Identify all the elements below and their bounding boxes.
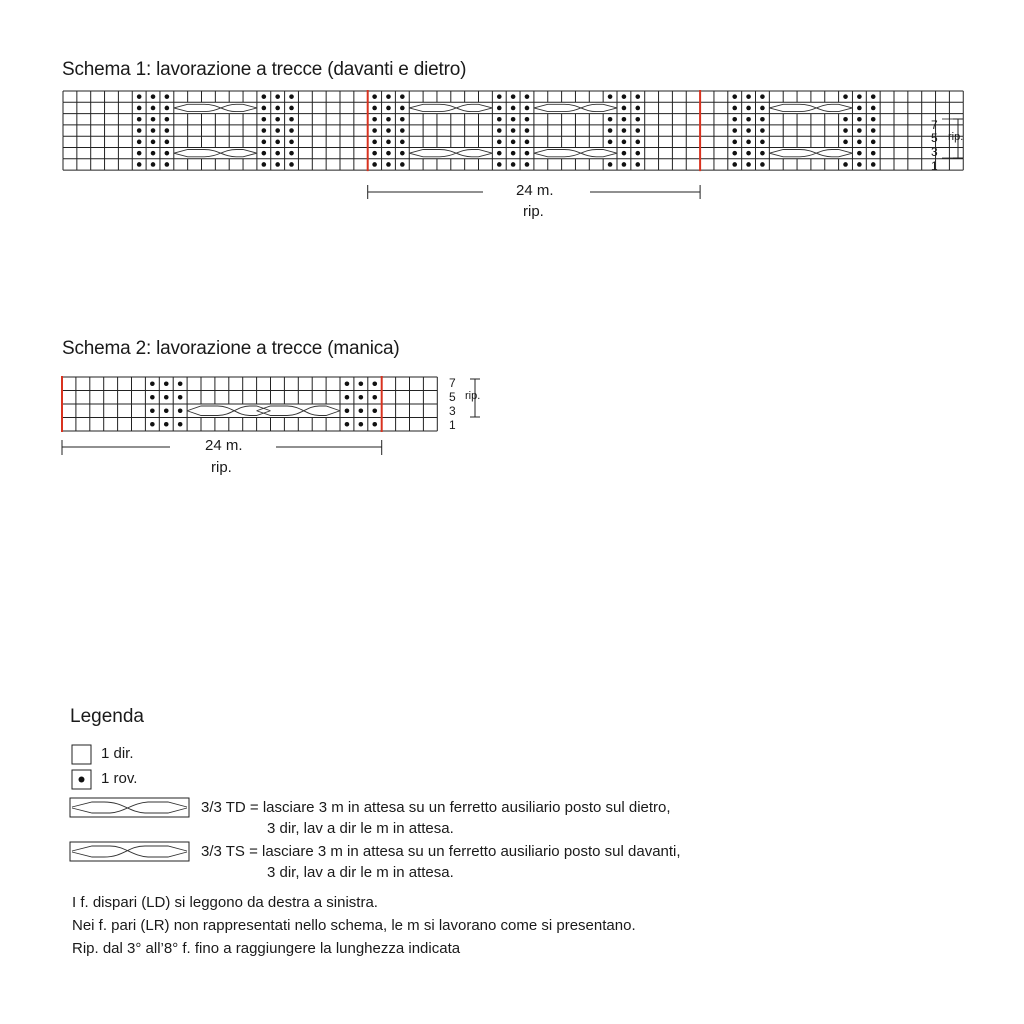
legend-title: Legenda	[70, 706, 144, 727]
chart2-row-label-7: 7	[449, 376, 456, 390]
knit-symbol	[72, 745, 91, 764]
legend-ts-line2: 3 dir, lav a dir le m in attesa.	[267, 864, 454, 881]
chart1-row-label-7: 7	[931, 118, 938, 132]
cable-ts-symbol	[70, 842, 189, 861]
legend-ts-line1: 3/3 TS = lasciare 3 m in attesa su un ferretto ausiliario posto sul davanti,	[201, 843, 681, 860]
chart2-title: Schema 2: lavorazione a trecce (manica)	[62, 338, 400, 359]
cable-td-symbol	[70, 798, 189, 817]
chart2-row-label-1: 1	[449, 418, 456, 432]
purl-dot	[79, 777, 85, 783]
note-odd-rows: I f. dispari (LD) si leggono da destra a sinistra.	[72, 894, 378, 911]
chart2-row-label-3: 3	[449, 404, 456, 418]
chart1-row-label-5: 5	[931, 131, 938, 145]
legend-td-line1: 3/3 TD = lasciare 3 m in attesa su un ferretto ausiliario posto sul dietro,	[201, 799, 671, 816]
note-repeat: Rip. dal 3° all’8° f. fino a raggiungere la lunghezza indicata	[72, 940, 461, 957]
legend-purl-label: 1 rov.	[101, 770, 138, 787]
note-even-rows: Nei f. pari (LR) non rappresentati nello schema, le m si lavorano come si presentano.	[72, 917, 636, 934]
chart1-row-label-3: 3	[931, 145, 938, 159]
chart1-rip-label: rip.	[948, 131, 964, 143]
legend-knit-label: 1 dir.	[101, 745, 134, 762]
chart1-row-label-1: 1	[931, 159, 938, 173]
legend-td-line2: 3 dir, lav a dir le m in attesa.	[267, 820, 454, 837]
chart2-span-sub: rip.	[211, 459, 232, 476]
chart2-row-label-5: 5	[449, 390, 456, 404]
chart1-title: Schema 1: lavorazione a trecce (davanti e dietro)	[62, 59, 467, 80]
chart2-rip-label: rip.	[465, 390, 481, 402]
chart2-span-label: 24 m.	[205, 437, 243, 454]
chart1-span-label: 24 m.	[516, 182, 554, 199]
chart1-span-sub: rip.	[523, 203, 544, 220]
